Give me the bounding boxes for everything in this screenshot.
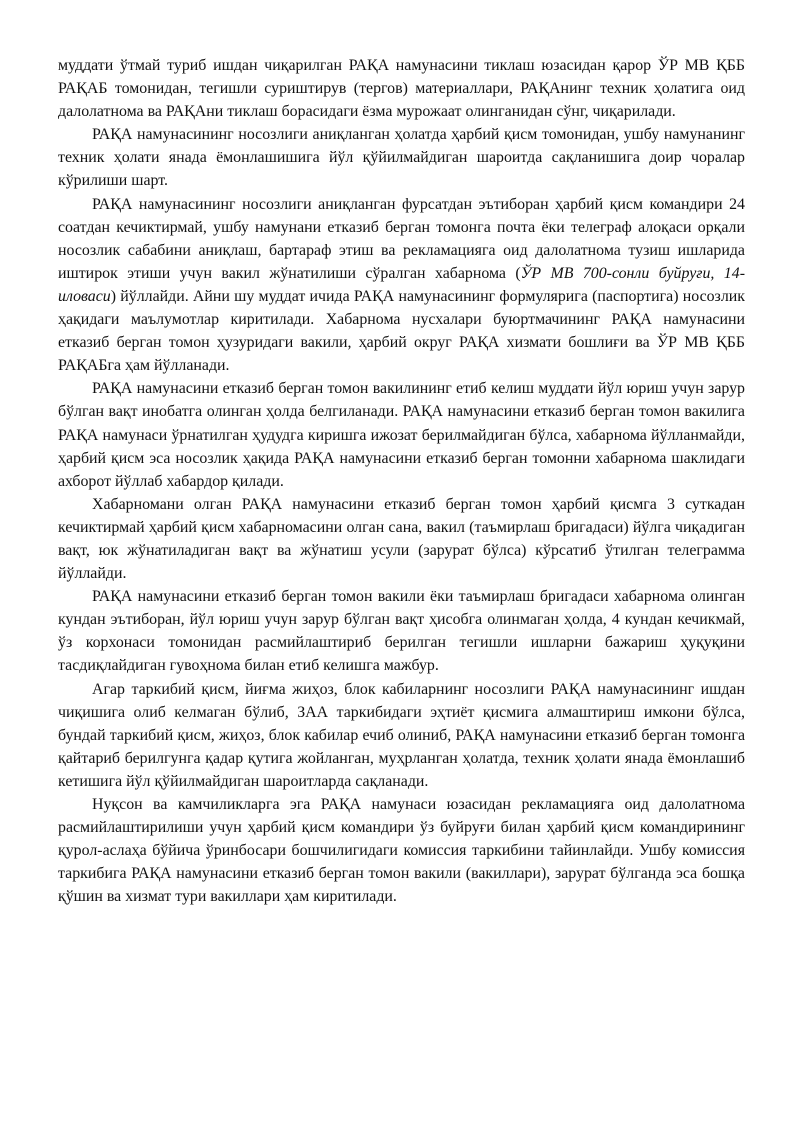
paragraph-2: РАҚА намунасининг носозлиги аниқланган ҳолатда ҳарбий қисм томонидан, ушбу намунанинг техник ҳолати янада ёмонлашишига йўл қўйилмайдиган шароитда сақланишига доир чоралар кўрилиши шарт. (58, 126, 745, 190)
paragraph-6: РАҚА намунасини етказиб берган томон вакили ёки таъмирлаш бригадаси хабарнома олинган кундан эътиборан, йўл юриш учун зарур бўлган вақт ҳисобга олинмаган ҳолда, 4 кундан кечикмай, ўз корхонаси томонидан расмийлаштириб берилган тегишли ишларни бажариш ҳуқуқини тасдиқлайдиган гувоҳнома билан етиб келишга мажбур. (58, 588, 745, 675)
paragraph-3-text-before: РАҚА намунасининг носозлиги аниқланган фурсатдан эътиборан ҳарбий қисм командири 24 соатдан кечиктирмай, ушбу намунани етказиб берган томонга почта ёки телеграф алоқаси орқали носозлик сабабини аниқлаш, бартараф этиш ва рекламацияга оид далолатнома тузиш ишларида иштирок этиши учун вакил жўнатилиши сўралган хабарнома ( (58, 195, 745, 282)
paragraph-3 (58, 193, 745, 378)
paragraph-5: Хабарномани олган РАҚА намунасини етказиб берган томон ҳарбий қисмга 3 суткадан кечиктирмай ҳарбий қисм хабарномасини олган сана, вакил (таъмирлаш бригадаси) йўлга чиқадиган вақт, юк жўнатиладиган вақт ва жўнатиш усули (зарурат бўлса) кўрсатиб ўтилган телеграмма йўллайди. (58, 495, 745, 583)
paragraph-8: Нуқсон ва камчиликларга эга РАҚА намунаси юзасидан рекламацияга оид далолатнома расмийлаштирилиши учун ҳарбий қисм командири ўз буйруғи билан ҳарбий қисм командирининг қурол-аслаҳа бўйича ўринбосари бошчилигидаги комиссия таркибини тайинлайди. Ушбу комиссия таркибига РАҚА намунасини етказиб берган томон вакили (вакиллари), зарурат бўлганда эса бошқа қўшин ва хизмат тури вакиллари ҳам киритилади. (58, 796, 745, 906)
order-reference: ЎР МВ 700-сонли буйруғи, 14- иловаси (58, 264, 745, 305)
paragraph-7: Агар таркибий қисм, йиғма жиҳоз, блок кабиларнинг носозлиги РАҚА намунасининг ишдан чиқишига олиб келмаган бўлиб, ЗАА таркибидаги эҳтиёт қисмига алмаштириш имкони бўлса, бундай таркибий қисм, жиҳоз, блок кабилар ечиб олиниб, РАҚА намунасини етказиб берган томонга қайтариб берилгунга қадар қутига жойланган, муҳрланган ҳолатда, техник ҳолати янада ёмонлашиб кетишига йўл қўйилмайдиган шароитларда сақланади. (58, 680, 745, 790)
paragraph-1: муддати ўтмай туриб ишдан чиқарилган РАҚА намунасини тиклаш юзасидан қарор ЎР МВ ҚББ РАҚАБ томонидан, тегишли суриштирув (тергов) материаллари, РАҚАнинг техник ҳолатига оид далолатнома ва РАҚАни тиклаш борасидаги ёзма мурожаат олинганидан сўнг, чиқарилади. (58, 57, 745, 121)
paragraph-4: РАҚА намунасини етказиб берган томон вакилининг етиб келиш муддати йўл юриш учун зарур бўлган вақт инобатга олинган ҳолда белгиланади. РАҚА намунасини етказиб берган томон вакилига РАҚА намунаси ўрнатилган ҳудудга киришга ижозат берилмайдиган бўлса, хабарнома йўлланмайди, ҳарбий қисм эса носозлик ҳақида РАҚА намунасини етказиб берган томонни хабарнома шаклидаги ахборот йўллаб хабардор қилади. (58, 380, 745, 490)
paragraph-3-text-after: ) йўллайди. Айни шу муддат ичида РАҚА намунасининг формулярига (паспортига) носозлик ҳақидаги маълумотлар киритилади. Хабарнома нусхалари буюртмачининг РАҚА намунасини етказиб берган томон ҳузуридаги вакили, ҳарбий округ РАҚА хизмати бошлиғи ва ЎР МВ ҚББ РАҚАБга ҳам йўлланади. (58, 287, 745, 375)
